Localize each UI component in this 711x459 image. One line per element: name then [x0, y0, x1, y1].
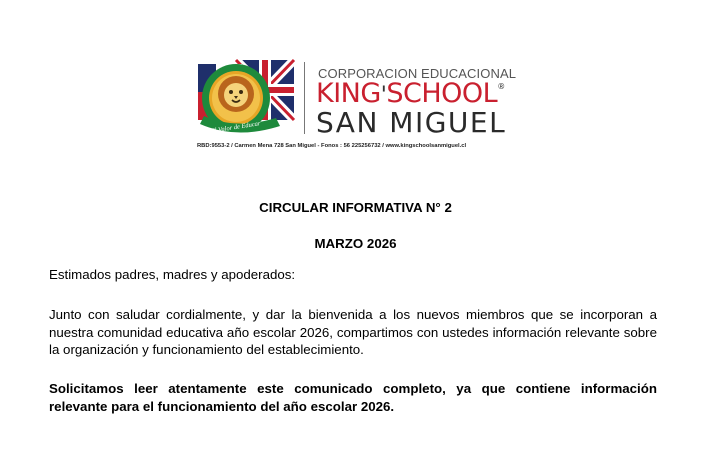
document-date: MARZO 2026: [314, 236, 397, 251]
corporation-label: CORPORACION EDUCACIONAL: [318, 66, 517, 81]
school-name-part-1: KING: [316, 78, 381, 109]
campus-name: SAN MIGUEL: [316, 106, 507, 139]
document-title: CIRCULAR INFORMATIVA N° 2: [259, 200, 452, 215]
school-name-apostrophe: ': [380, 83, 387, 108]
letterhead-divider: [304, 62, 305, 134]
greeting: Estimados padres, madres y apoderados:: [49, 267, 296, 282]
address-line: RBD:9553-2 / Carmen Mena 728 San Miguel - Fonos : 56 225256732 / www.kingschoolsanmiguel.cl: [197, 143, 467, 149]
school-name-part-2: SCHOOL: [386, 78, 498, 109]
registered-mark: ®: [497, 82, 505, 91]
emblem-motto: El Valor de Educar: [210, 120, 261, 135]
lion-icon: [218, 76, 254, 112]
intro-paragraph: Junto con saludar cordialmente, y dar la bienvenida a los nuevos miembros que se incorporan a nuestra comunidad educativa año escolar 2026, compartimos con ustedes información relevante sobre la organización y funcionamiento del establecimiento.: [49, 307, 657, 357]
school-name: [316, 78, 505, 109]
notice-paragraph: Solicitamos leer atentamente este comunicado completo, ya que contiene información relevante para el funcionamiento del año escolar 2026.: [49, 381, 657, 414]
